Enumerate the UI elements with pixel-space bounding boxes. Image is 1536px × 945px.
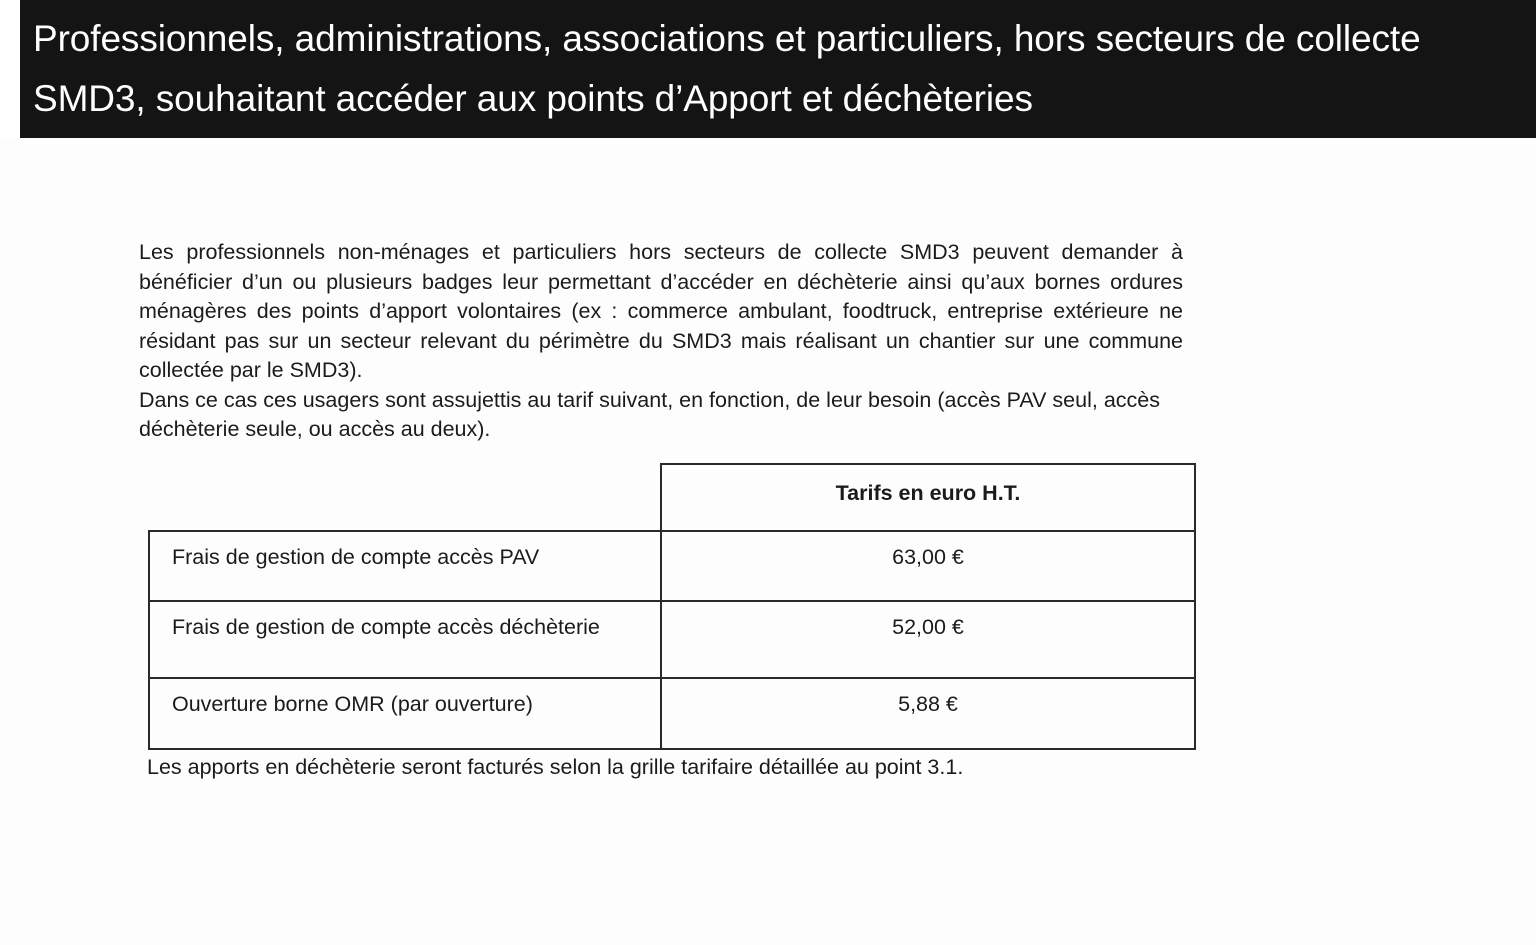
row-label-dechetterie: Frais de gestion de compte accès déchèterie [172,615,600,639]
row-label-cell-omr [149,678,661,749]
table-header-tarifs [661,464,1195,531]
paragraph-tariff-intro: Dans ce cas ces usagers sont assujettis au tarif suivant, en fonction, de leur besoin (accès PAV seul, accès déchèterie seule, ou accès au deux). [139,387,1160,441]
row-value-omr: 5,88 € [898,692,958,716]
paragraph-badge-eligibility: Les professionnels non-ménages et particuliers hors secteurs de collecte SMD3 peuvent demander à bénéficier d’un ou plusieurs badges leur permettant d’accéder en déchèterie ainsi qu’aux bornes ordures ménagères des points d’apport volontaires (ex : commerce ambulant, foodtruck, entreprise extérieure ne résidant pas sur un secteur relevant du périmètre du SMD3 mais réalisant un chantier sur une commune collectée par le SMD3). [139,240,1183,382]
row-label-pav: Frais de gestion de compte accès PAV [172,545,540,569]
table-footnote: Les apports en déchèterie seront facturés selon la grille tarifaire détaillée au point 3.1. [147,755,964,779]
row-label-omr: Ouverture borne OMR (par ouverture) [172,692,533,716]
tariff-table [148,463,1196,750]
scanned-document-area [0,138,1536,945]
row-label-cell-dechetterie [149,601,661,678]
table-header-row [149,464,1195,531]
page-title: Professionnels, administrations, associations et particuliers, hors secteurs de collecte SMD3, souhaitant accéder aux points d’Apport et déchèteries [33,18,1421,119]
row-value-dechetterie: 52,00 € [892,615,964,639]
row-value-pav: 63,00 € [892,545,964,569]
table-row [149,601,1195,678]
table-corner-cell [149,464,661,531]
row-value-cell-dechetterie [661,601,1195,678]
row-value-cell-omr [661,678,1195,749]
table-header-tarifs-label: Tarifs en euro H.T. [835,481,1021,505]
table-row [149,678,1195,749]
slide-title-banner [20,0,1536,138]
row-value-cell-pav [661,531,1195,601]
row-label-cell-pav [149,531,661,601]
intro-paragraphs [139,238,1183,445]
table-row [149,531,1195,601]
